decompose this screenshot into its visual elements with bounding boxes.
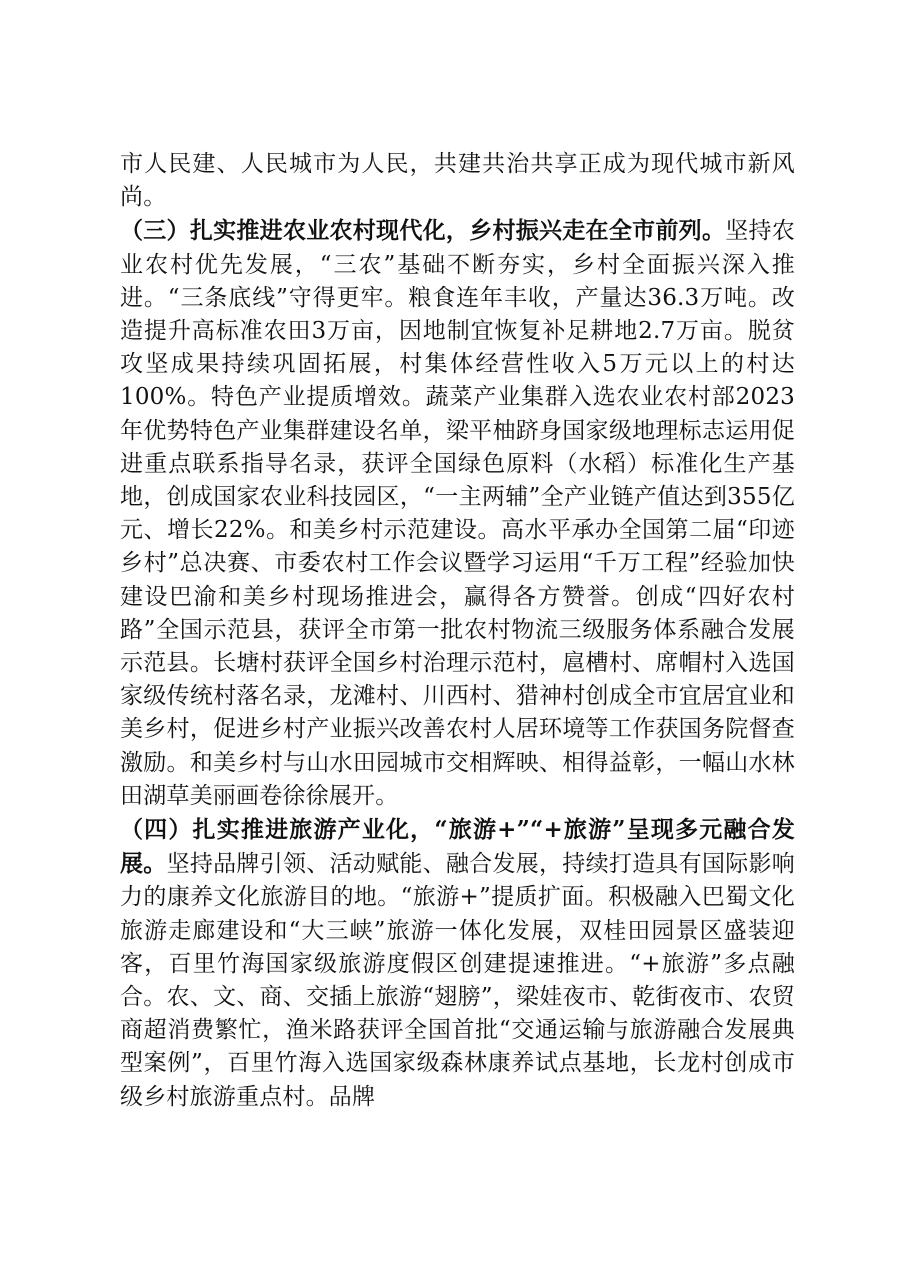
paragraph-tourism-body: 坚持品牌引领、活动赋能、融合发展，持续打造具有国际影响力的康养文化旅游目的地。“旅游+”提质扩面。积极融入巴蜀文化旅游走廊建设和“大三峡”旅游一体化发展，双桂田园景区盛装迎客，百里竹海国家级旅游度假区创建提速推进。“+旅游”多点融合。农、文、商、交插上旅游“翅膀”，梁娃夜市、乾街夜市、农贸商超消费繁忙，渔米路获评全国首批“交通运输与旅游融合发展典型案例”，百里竹海入选国家级森林康养试点基地，长龙村创成市级乡村旅游重点村。品牌: [120, 851, 795, 1110]
document-page: [120, 148, 795, 1114]
paragraph-city-text: 市人民建、人民城市为人民，共建共治共享正成为现代城市新风尚。: [120, 151, 795, 211]
paragraph-agriculture-body: 坚持农业农村优先发展，“三农”基础不断夯实，乡村全面振兴深入推进。“三条底线”守得更牢。粮食连年丰收，产量达36.3万吨。改造提升高标准农田3万亩，因地制宜恢复补足耕地2.7万亩。脱贫攻坚成果持续巩固拓展，村集体经营性收入5万元以上的村达100%。特色产业提质增效。蔬菜产业集群入选农业农村部2023年优势特色产业集群建设名单，梁平柚跻身国家级地理标志运用促进重点联系指导名录，获评全国绿色原料（水稻）标准化生产基地，创成国家农业科技园区，“一主两辅”全产业链产值达到355亿元、增长22%。和美乡村示范建设。高水平承办全国第二届“印迹乡村”总决赛、市委农村工作会议暨学习运用“千万工程”经验加快建设巴渝和美乡村现场推进会，赢得各方赞誉。创成“四好农村路”全国示范县，获评全市第一批农村物流三级服务体系融合发展示范县。长塘村获评全国乡村治理示范村，扈槽村、席帽村入选国家级传统村落名录，龙滩村、川西村、猎神村创成全市宜居宜业和美乡村，促进乡村产业振兴改善农村人居环境等工作获国务院督查激励。和美乡村与山水田园城市交相辉映、相得益彰，一幅山水林田湖草美丽画卷徐徐展开。: [120, 218, 795, 809]
paragraph-agriculture: [120, 214, 795, 813]
paragraph-city: [120, 148, 795, 214]
paragraph-tourism: [120, 813, 795, 1114]
heading-agriculture: （三）扎实推进农业农村现代化，乡村振兴走在全市前列。: [120, 217, 726, 245]
heading-tourism: （四）扎实推进旅游产业化，“旅游+”“+旅游”呈现多元融合发展。: [120, 816, 795, 878]
